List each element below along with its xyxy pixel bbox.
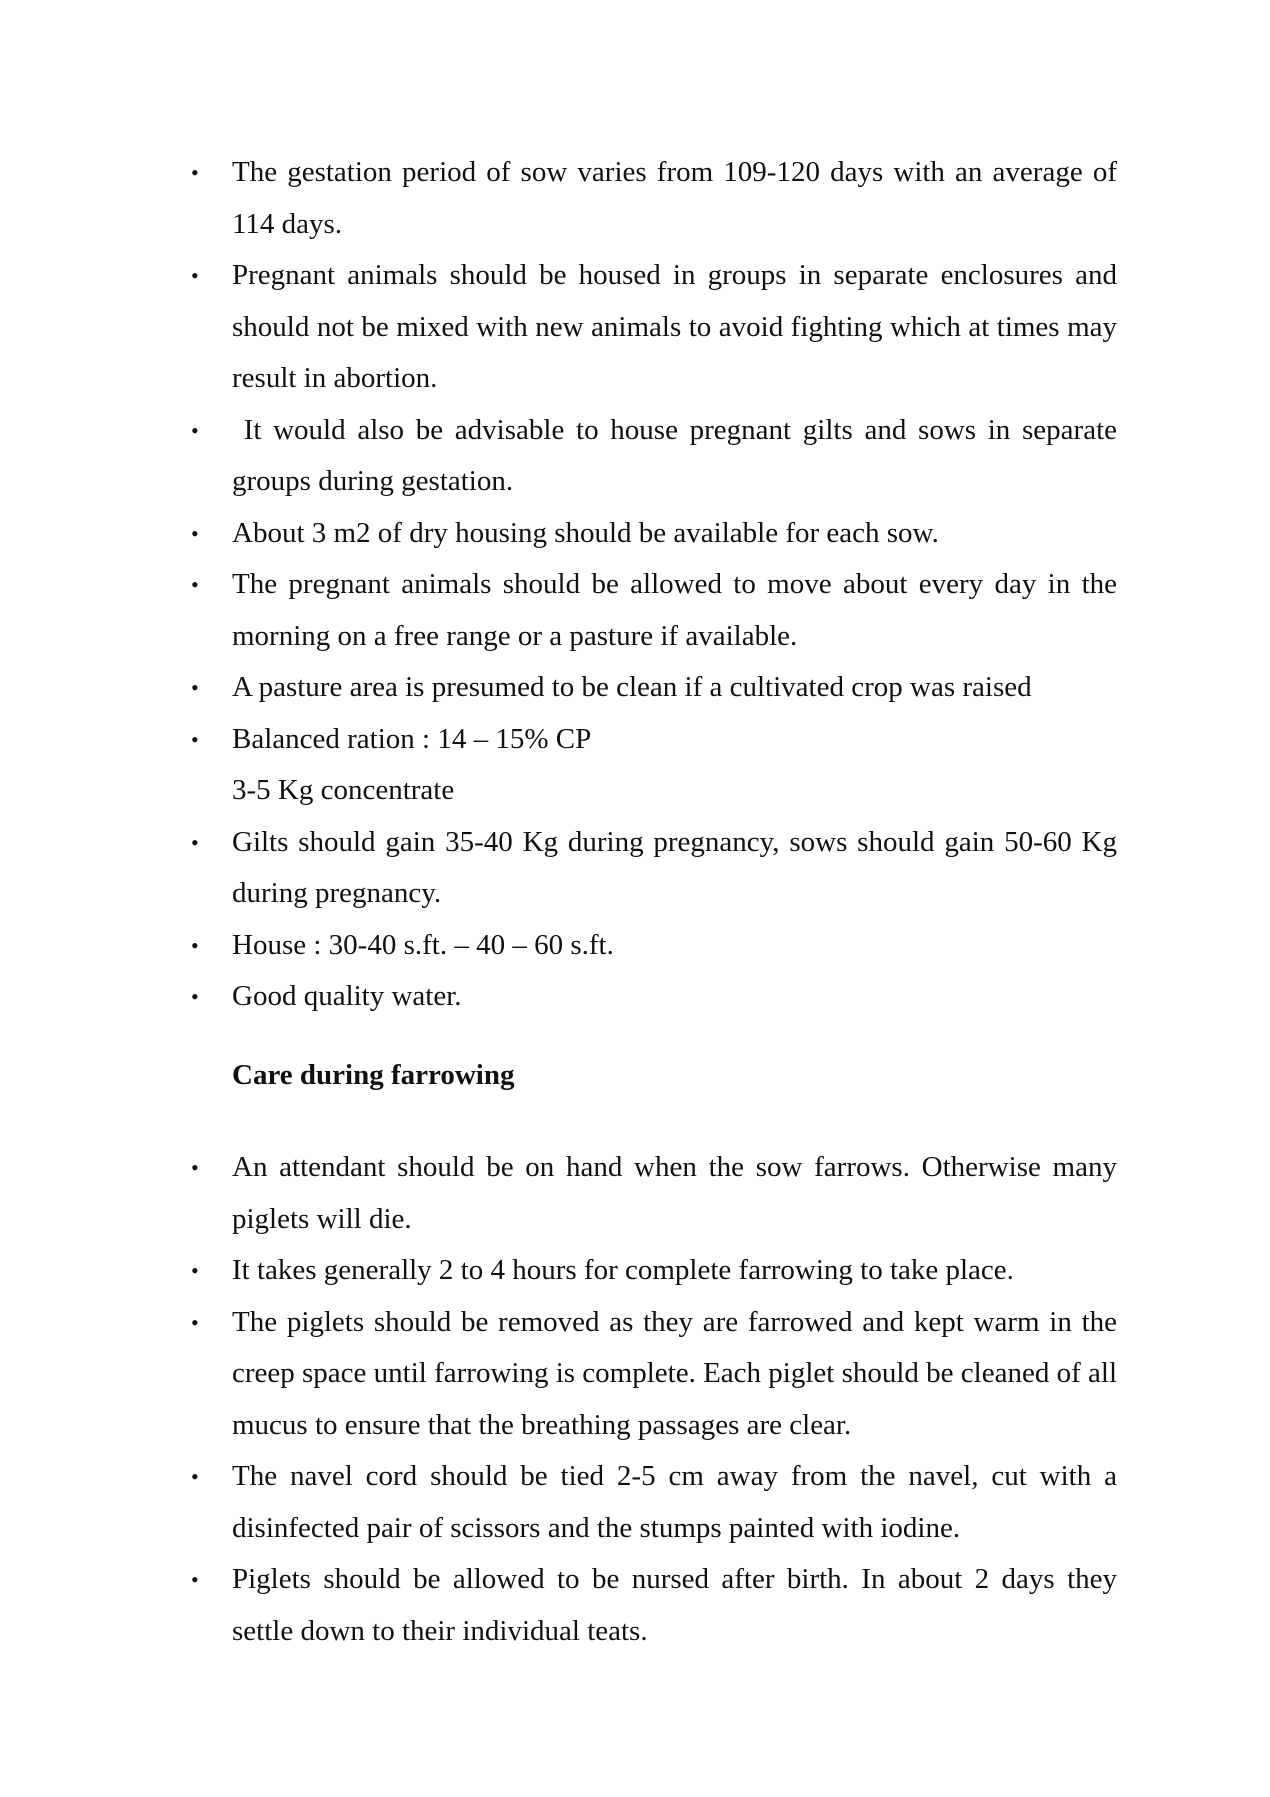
- list-item: [0, 817, 1117, 920]
- bullet-icon: •: [191, 520, 199, 546]
- bullet-icon: •: [191, 1567, 199, 1592]
- bullet-icon: •: [191, 160, 199, 185]
- list-item-text: Piglets should be allowed to be nursed after birth. In about 2 days they settle down to their individual teats.: [232, 1563, 1117, 1647]
- list-item: [0, 1245, 1117, 1297]
- list-item: [0, 250, 1117, 405]
- list-item: [0, 559, 1117, 662]
- list-item-text: It would also be advisable to house pregnant gilts and sows in separate groups during gestation.: [232, 413, 1125, 497]
- list-item: [0, 1554, 1117, 1657]
- list-item: [0, 662, 1117, 714]
- bullet-icon: •: [191, 1309, 199, 1335]
- bullet-icon: •: [191, 263, 199, 288]
- list-item-text: The gestation period of sow varies from 109-120 days with an average of 114 days.: [232, 156, 1117, 240]
- list-item: [0, 147, 1117, 250]
- list-item-text: It takes generally 2 to 4 hours for complete farrowing to take place.: [232, 1254, 1014, 1286]
- list-item-text: About 3 m2 of dry housing should be available for each sow.: [232, 516, 939, 549]
- bullet-icon: •: [191, 675, 199, 700]
- list-item: [0, 920, 1117, 972]
- list-item-text: Good quality water.: [232, 980, 462, 1012]
- list-item: [0, 1297, 1117, 1452]
- list-item-text: Balanced ration : 14 – 15% CP: [232, 722, 592, 755]
- bullet-icon: •: [191, 932, 199, 958]
- list-item-text: The piglets should be removed as they are farrowed and kept warm in the creep space until farrowing is complete. Each piglet should be cleaned of all mucus to ensure that the breathing passages are clear.: [232, 1305, 1117, 1441]
- list-item-text: Pregnant animals should be housed in groups in separate enclosures and should not be mixed with new animals to avoid fighting which at times may result in abortion.: [232, 259, 1117, 394]
- list-item-text: A pasture area is presumed to be clean if a cultivated crop was raised: [232, 671, 1032, 703]
- list-item: [0, 405, 1125, 508]
- bullet-icon: •: [191, 1155, 199, 1180]
- bullet-icon: •: [191, 1258, 199, 1283]
- list-item-text: The navel cord should be tied 2-5 cm away from the navel, cut with a disinfected pair of scissors and the stumps painted with iodine.: [232, 1460, 1117, 1544]
- list-item: [0, 1451, 1117, 1554]
- list-item-continuation: 3-5 Kg concentrate: [232, 774, 455, 806]
- list-item: [0, 971, 1117, 1023]
- list-item-text: House : 30-40 s.ft. – 40 – 60 s.ft.: [232, 928, 614, 961]
- list-item-text: The pregnant animals should be allowed to move about every day in the morning on a free range or a pasture if available.: [232, 568, 1117, 652]
- bullet-icon: •: [191, 829, 199, 855]
- section-heading: Care during farrowing: [232, 1059, 515, 1091]
- list-item: [0, 1142, 1117, 1245]
- bullet-icon: •: [191, 984, 199, 1009]
- bullet-icon: •: [191, 417, 199, 443]
- list-item-text: An attendant should be on hand when the sow farrows. Otherwise many piglets will die.: [232, 1151, 1117, 1235]
- gestation-care-list: [0, 147, 1270, 1023]
- bullet-icon: •: [191, 1464, 199, 1489]
- bullet-icon: •: [191, 572, 199, 597]
- list-item: [0, 714, 1117, 817]
- list-item: [0, 508, 1117, 560]
- farrowing-care-list: [0, 1142, 1270, 1657]
- bullet-icon: •: [191, 726, 199, 752]
- list-item-text: Gilts should gain 35-40 Kg during pregnancy, sows should gain 50-60 Kg during pregnancy.: [232, 825, 1117, 909]
